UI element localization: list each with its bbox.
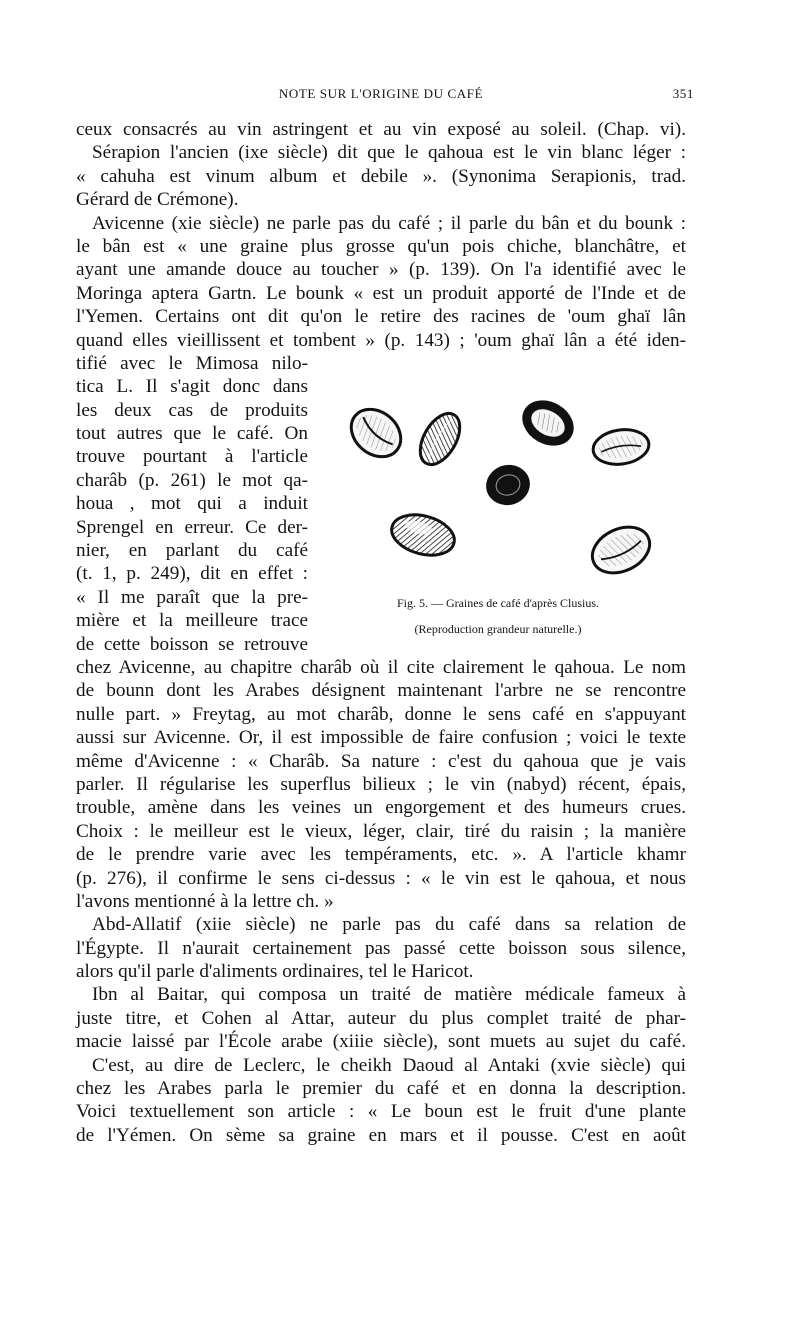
text-line: (p. 276), il confirme le sens ci-dessus : « le vin est le qahoua, et nous [76, 867, 686, 889]
text-line: tout autres que le café. On [76, 423, 308, 445]
text-line: (t. 1, p. 249), dit en effet : [76, 563, 308, 585]
text-line: de cette boisson se retrouve [76, 633, 308, 655]
text-line: chez les Arabes parla le premier du café et en donna la description. [76, 1078, 686, 1100]
text-line: l'Égypte. Il n'aurait certainement pas passé cette boisson sous silence, [76, 937, 686, 959]
seed-icon [412, 407, 468, 471]
text-line: de bounn dont les Arabes désignent maintenant l'arbre ne se rencontre [76, 680, 686, 702]
coffee-seeds-illustration [333, 395, 663, 595]
text-line: même d'Avicenne : « Charâb. Sa nature : c'est du qahoua que je vais [76, 750, 686, 772]
text-line: houa , mot qui a induit [76, 493, 308, 515]
caption-title: Fig. 5. — Graines de café d'après Clusius. [396, 596, 600, 610]
text-line: trouve pourtant à l'article [76, 446, 308, 468]
text-line: Abd-Allatif (xiie siècle) ne parle pas du café dans sa relation de [92, 914, 686, 936]
text-line: de l'Yémen. On sème sa graine en mars et il pousse. C'est en août [76, 1124, 686, 1146]
seed-icon [515, 395, 580, 453]
running-title: NOTE SUR L'ORIGINE DU CAFÉ [278, 86, 484, 101]
text-line: aussi sur Avicenne. Or, il est impossible de faire confusion ; voici le texte [76, 727, 686, 749]
text-line: mière et la meilleure trace [76, 610, 308, 632]
text-line: Avicenne (xie siècle) ne parle pas du café ; il parle du bân et du bounk : [92, 212, 686, 234]
text-line: l'avons mentionné à la lettre ch. » [76, 890, 334, 912]
text-line: ceux consacrés au vin astringent et au vin exposé au soleil. (Chap. vi). [76, 119, 686, 140]
text-line: chez Avicenne, au chapitre charâb où il cite clairement le qahoua. Le nom [76, 656, 686, 678]
text-line: tifié avec le Mimosa nilo- [76, 352, 308, 374]
text-line: les deux cas de produits [76, 399, 308, 421]
text-line: tica L. Il s'agit donc dans [76, 376, 308, 398]
text-line: nulle part. » Freytag, au mot charâb, donne le sens café en s'appuyant [76, 703, 686, 725]
text-line: parler. Il régularise les superflus bilieux ; le vin (nabyd) récent, épais, [76, 773, 686, 795]
text-line: alors qu'il parle d'aliments ordinaires, tel le Haricot. [76, 961, 474, 983]
text-line: nier, en parlant du café [76, 540, 308, 562]
text-line: Gérard de Crémone). [76, 189, 239, 211]
seed-icon [585, 518, 657, 581]
text-line: Choix : le meilleur est le vieux, léger, clair, tiré du raisin ; la manière [76, 820, 686, 842]
seed-icon [482, 460, 535, 510]
text-line: ayant une amande douce au toucher » (p. 139). On l'a identifié avec le [76, 259, 686, 281]
text-line: l'Yemen. Certains ont dit qu'on le retire des racines de 'oum ghaï lân [76, 306, 686, 328]
text-line: juste titre, et Cohen al Attar, auteur du plus complet traité de phar- [76, 1007, 686, 1029]
caption-note: (Reproduction grandeur naturelle.) [414, 622, 582, 636]
seed-icon [387, 508, 459, 561]
text-line: Voici textuellement son article : « Le boun est le fruit d'une plante [76, 1101, 686, 1123]
text-line: Moringa aptera Gartn. Le bounk « est un produit apporté de l'Inde et de [76, 282, 686, 304]
text-line: « Il me paraît que la pre- [76, 586, 308, 608]
figure-caption [333, 590, 663, 642]
page-number: 351 [672, 86, 694, 101]
text-line: quand elles vieillissent et tombent » (p. 143) ; 'oum ghaï lân a été iden- [76, 329, 686, 351]
text-line: Sérapion l'ancien (ixe siècle) dit que le qahoua est le vin blanc léger : [92, 142, 686, 164]
text-line: Sprengel en erreur. Ce der- [76, 516, 308, 538]
running-head [76, 86, 694, 106]
text-line: C'est, au dire de Leclerc, le cheikh Daoud al Antaki (xvie siècle) qui [92, 1054, 686, 1076]
text-line: charâb (p. 261) le mot qa- [76, 469, 308, 491]
text-line: Ibn al Baitar, qui composa un traité de matière médicale fameux à [92, 984, 686, 1006]
text-line: macie laissé par l'École arabe (xiiie siècle), sont muets au sujet du café. [76, 1031, 686, 1053]
text-line: le bân est « une graine plus grosse qu'un pois chiche, blanchâtre, et [76, 235, 686, 257]
seed-icon [342, 400, 410, 467]
text-line: trouble, amène dans les veines un engorgement et des humeurs crues. [76, 797, 686, 819]
seed-icon [591, 426, 651, 467]
text-line: « cahuha est vinum album et debile ». (Synonima Serapionis, trad. [76, 165, 686, 187]
text-line: de le prendre varie avec les tempéraments, etc. ». A l'article khamr [76, 844, 686, 866]
